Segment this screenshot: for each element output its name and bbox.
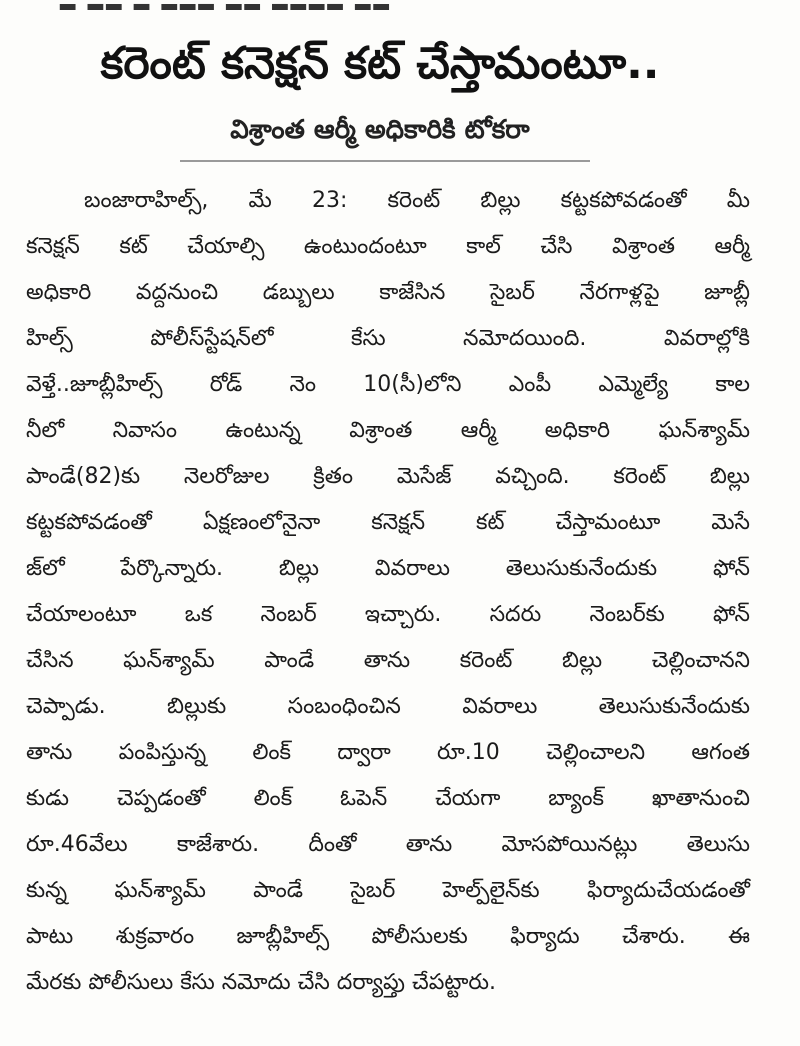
body-line: పాటు శుక్రవారం జూబ్లీహిల్స్ పోలీసులకు ఫిర్యాదు చేశారు. ఈ xyxy=(26,924,750,949)
body-line: చేసిన ఘన్‌శ్యామ్ పాండే తాను కరెంట్ బిల్లు చెల్లించానని xyxy=(26,648,750,673)
body-line: అధికారి వద్దనుంచి డబ్బులు కాజేసిన సైబర్ నేరగాళ్లపై జూబ్లీ xyxy=(26,280,750,305)
body-line: వెళ్తే..జూబ్లీహిల్స్ రోడ్ నెం 10(సీ)లోని ఎంపీ ఎమ్మెల్యే కాల xyxy=(26,372,750,397)
body-line: మేరకు పోలీసులు కేసు నమోదు చేసి దర్యాప్తు చేపట్టారు. xyxy=(26,970,497,995)
headline: కరెంట్ కనెక్షన్ కట్ చేస్తామంటూ.. xyxy=(100,38,660,89)
body-line: హిల్స్ పోలీస్‌స్టేషన్‌లో కేసు నమోదయింది. వివరాల్లోకి xyxy=(26,326,750,351)
body-line: కనెక్షన్ కట్ చేయాల్సి ఉంటుందంటూ కాల్ చేసి విశ్రాంత ఆర్మీ xyxy=(26,234,750,259)
body-line: కున్న ఘన్‌శ్యామ్ పాండే సైబర్ హెల్ప్‌లైన్‌కు ఫిర్యాదుచేయడంతో xyxy=(26,878,750,903)
body-line: పాండే(82)కు నెలరోజుల క్రితం మెసేజ్ వచ్చింది. కరెంట్ బిల్లు xyxy=(26,464,750,489)
body-line: బంజారాహిల్స్, మే 23: కరెంట్ బిల్లు కట్టకపోవడంతో మీ xyxy=(84,188,750,213)
body-line: చేయాలంటూ ఒక నెంబర్ ఇచ్చారు. సదరు నెంబర్‌కు ఫోన్ xyxy=(26,602,750,627)
body-line: నీలో నివాసం ఉంటున్న విశ్రాంత ఆర్మీ అధికారి ఘన్‌శ్యామ్ xyxy=(26,418,750,443)
body-line: కుడు చెప్పడంతో లింక్ ఓపెన్ చేయగా బ్యాంక్ ఖాతానుంచి xyxy=(26,786,750,811)
body-line: తాను పంపిస్తున్న లింక్ ద్వారా రూ.10 చెల్లించాలని ఆగంత xyxy=(26,740,750,765)
body-line: కట్టకపోవడంతో ఏక్షణంలోనైనా కనెక్షన్ కట్ చేస్తామంటూ మెసే xyxy=(26,510,750,535)
subheadline: విశ్రాంత ఆర్మీ అధికారికి టోకరా xyxy=(230,115,530,145)
article-body xyxy=(26,178,750,1006)
body-line: చెప్పాడు. బిల్లుకు సంబంధించిన వివరాలు తెలుసుకునేందుకు xyxy=(26,694,750,719)
divider-rule xyxy=(180,160,590,162)
body-line: రూ.46వేలు కాజేశారు. దీంతో తాను మోసపోయినట్లు తెలుసు xyxy=(26,832,750,857)
body-line: జ్‌లో పేర్కొన్నారు. బిల్లు వివరాలు తెలుసుకునేందుకు ఫోన్ xyxy=(26,556,750,581)
